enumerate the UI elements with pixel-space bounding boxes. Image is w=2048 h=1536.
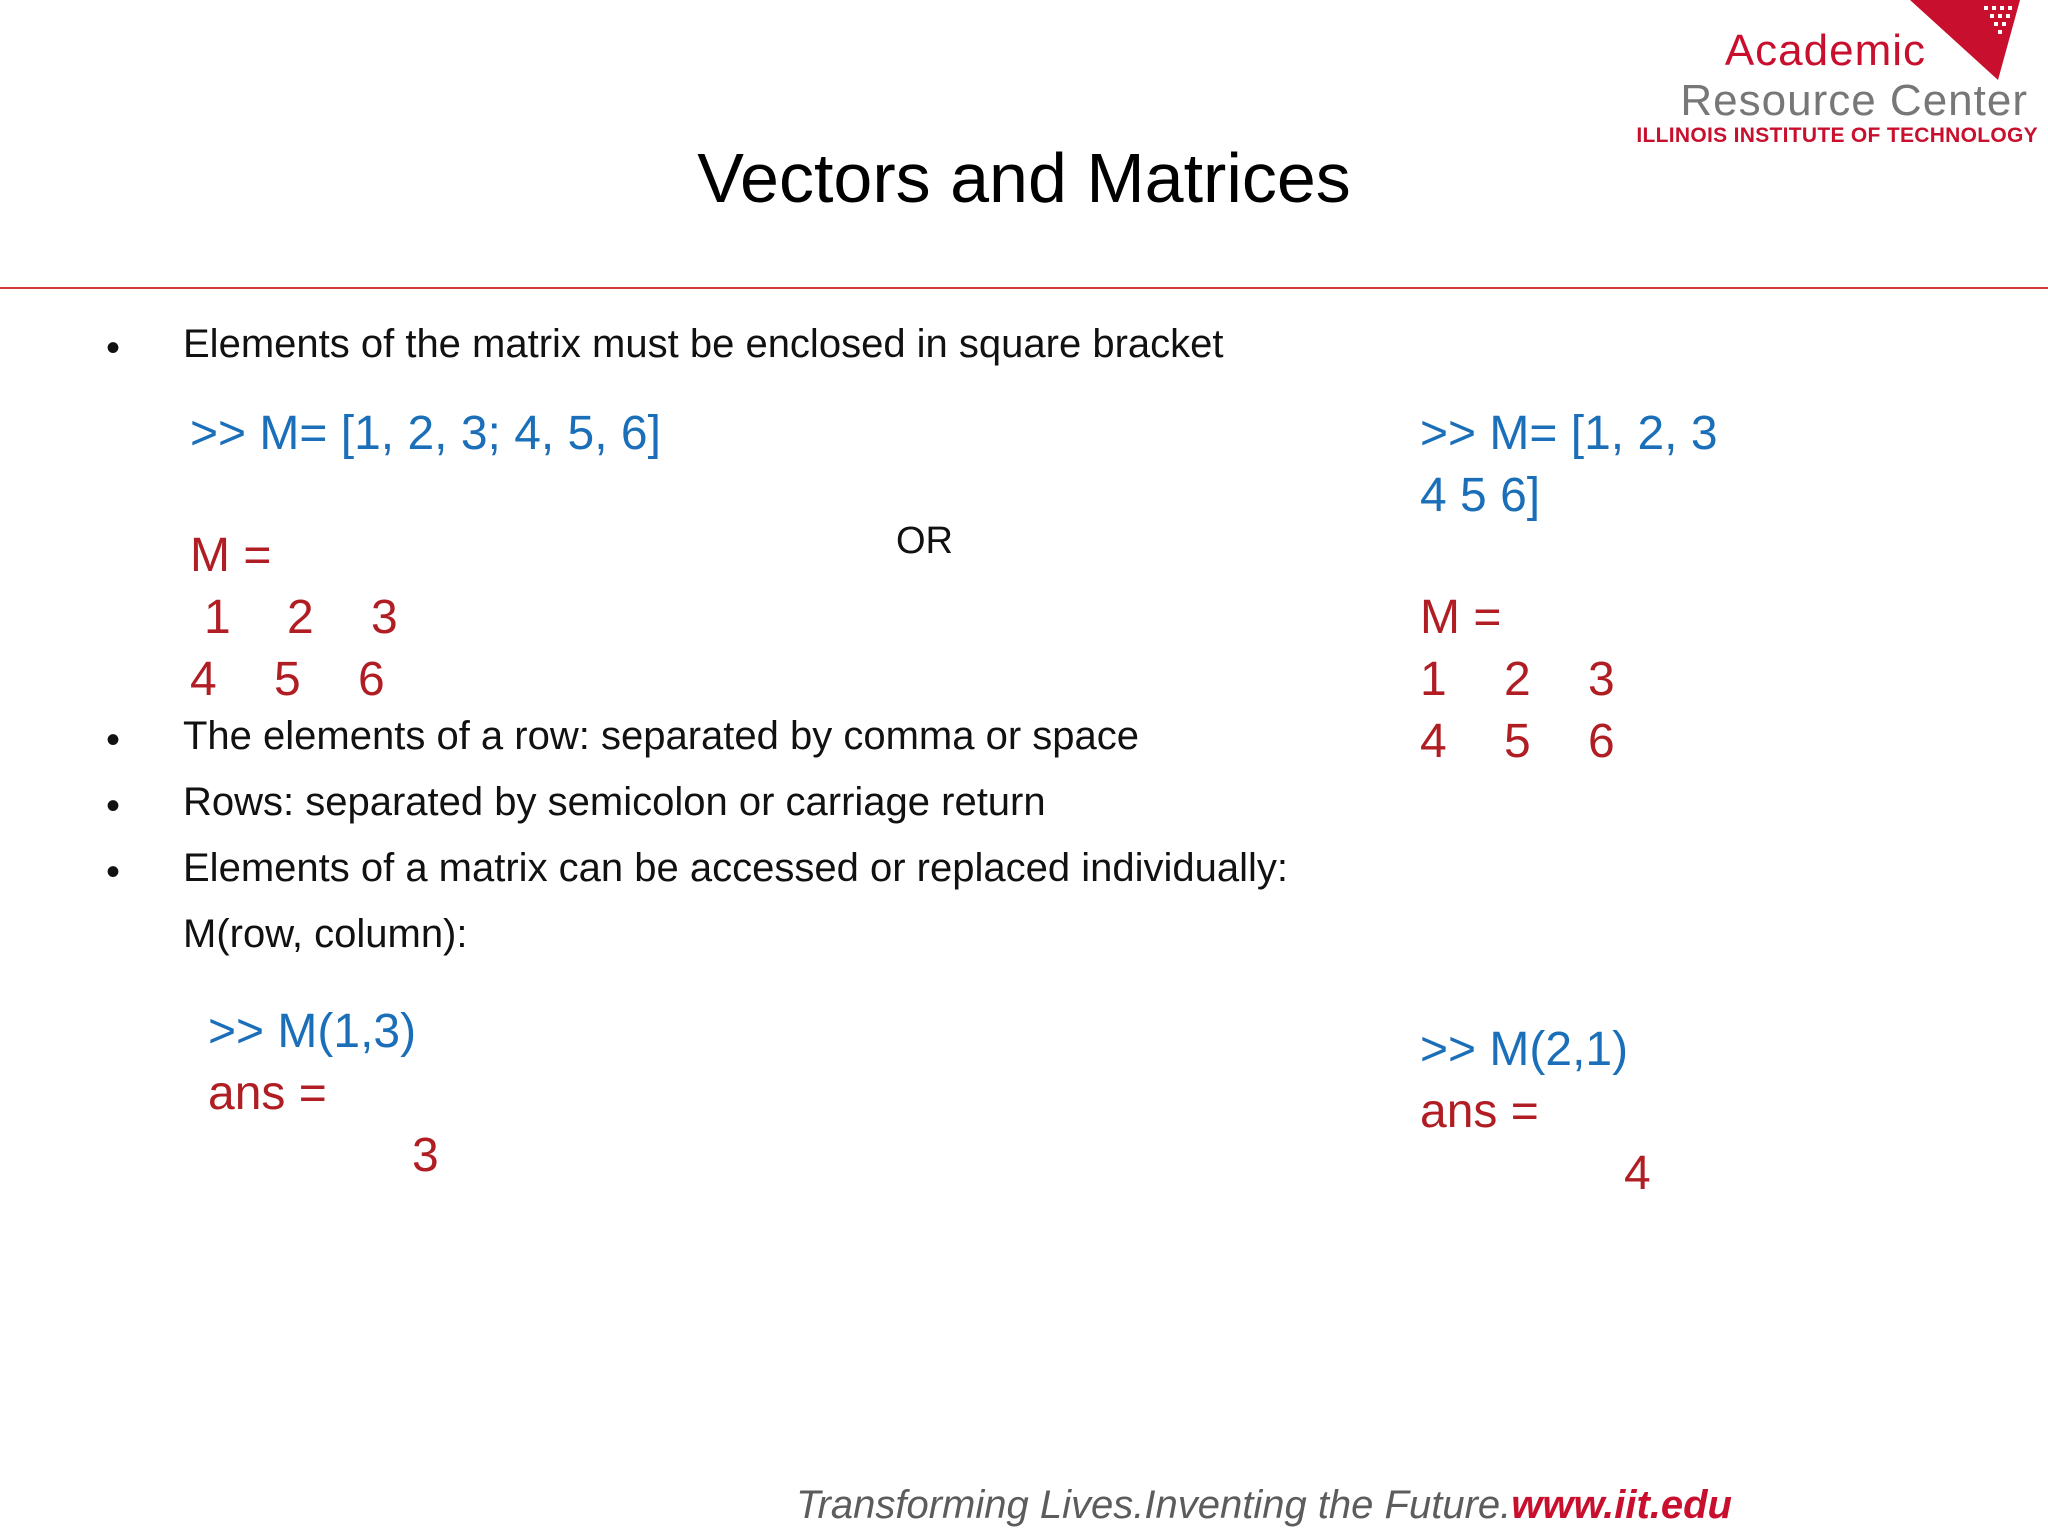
left-matrix-command: >> M= [1, 2, 3; 4, 5, 6] bbox=[190, 407, 661, 460]
right-matrix-cell: 2 bbox=[1504, 653, 1531, 706]
right-matrix-command-line1: >> M= [1, 2, 3 bbox=[1420, 407, 1718, 460]
left-matrix-cell: 4 bbox=[190, 653, 217, 706]
right-matrix-cell: 1 bbox=[1420, 653, 1447, 706]
logo-iit-text: ILLINOIS INSTITUTE OF TECHNOLOGY bbox=[1636, 124, 2038, 147]
right-matrix-cell: 4 bbox=[1420, 715, 1447, 768]
or-label: OR bbox=[896, 520, 953, 562]
access-right-ans-label: ans = bbox=[1420, 1085, 1539, 1138]
logo-academic-text: Academic bbox=[1724, 26, 1926, 75]
right-matrix-command-line2: 4 5 6] bbox=[1420, 469, 1541, 522]
left-matrix-result-label: M = bbox=[190, 529, 272, 582]
footer-url-link[interactable]: www.iit.edu bbox=[1511, 1483, 1732, 1527]
title-divider bbox=[0, 287, 2048, 289]
right-matrix-result-label: M = bbox=[1420, 591, 1502, 644]
bullet-marker: • bbox=[106, 718, 121, 762]
bullet-4-continuation: M(row, column): bbox=[183, 912, 468, 956]
bullet-2-text: The elements of a row: separated by comma or space bbox=[183, 714, 1140, 758]
left-matrix-cell: 2 bbox=[287, 591, 314, 644]
left-matrix-cell: 3 bbox=[371, 591, 398, 644]
bullet-1-text: Elements of the matrix must be enclosed in square bracket bbox=[183, 322, 1224, 366]
access-right-command: >> M(2,1) bbox=[1420, 1023, 1629, 1076]
access-left-ans-label: ans = bbox=[208, 1067, 327, 1120]
bullet-marker: • bbox=[106, 850, 121, 894]
right-matrix-cell: 3 bbox=[1588, 653, 1615, 706]
access-left-value: 3 bbox=[412, 1129, 439, 1182]
bullet-3-text: Rows: separated by semicolon or carriage return bbox=[183, 780, 1046, 824]
access-right-value: 4 bbox=[1624, 1147, 1651, 1200]
right-matrix-cell: 6 bbox=[1588, 715, 1615, 768]
footer bbox=[796, 1483, 1732, 1528]
bullet-marker: • bbox=[106, 784, 121, 828]
page-title: Vectors and Matrices bbox=[697, 139, 1351, 217]
left-matrix-cell: 6 bbox=[358, 653, 385, 706]
left-matrix-cell: 5 bbox=[274, 653, 301, 706]
bullet-marker: • bbox=[106, 326, 121, 370]
left-matrix-cell: 1 bbox=[204, 591, 231, 644]
footer-tagline: Transforming Lives.Inventing the Future. bbox=[796, 1483, 1512, 1527]
logo-resource-center-text: Resource Center bbox=[1680, 76, 2028, 125]
right-matrix-cell: 5 bbox=[1504, 715, 1531, 768]
bullet-4-text: Elements of a matrix can be accessed or replaced individually: bbox=[183, 846, 1288, 890]
access-left-command: >> M(1,3) bbox=[208, 1005, 417, 1058]
